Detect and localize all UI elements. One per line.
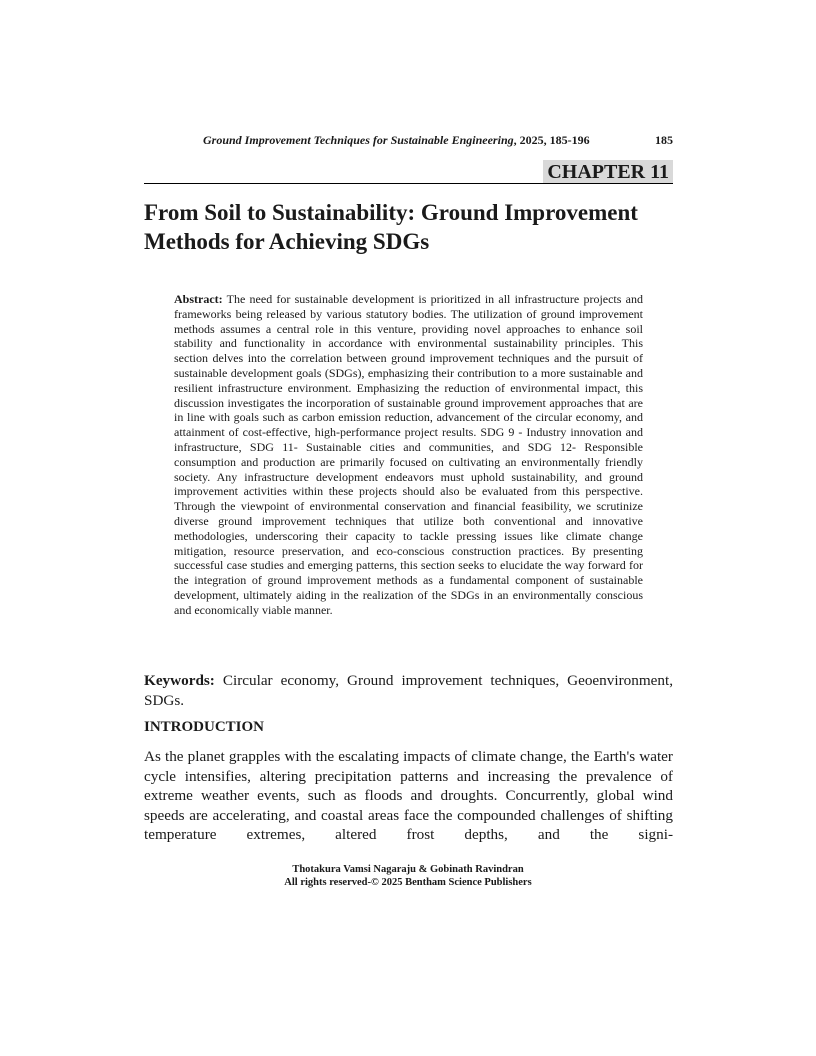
book-citation: , 2025, 185-196: [513, 133, 590, 147]
running-header: [203, 133, 673, 147]
keywords-text: Circular economy, Ground improvement techniques, Geoenvironment, SDGs.: [144, 672, 673, 709]
header-rule: [144, 183, 673, 184]
keywords-label: Keywords:: [144, 672, 215, 689]
abstract-text: The need for sustainable development is prioritized in all infrastructure projects and frameworks being released by various statutory bodies. The utilization of ground improvement methods assumes a central role in this venture, providing novel approaches to enhance soil stability and functionality in accordance with environmental sustainability principles. This section delves into the correlation between ground improvement techniques and the pursuit of sustainable development goals (SDGs), emphasizing their contribution to a more sustainable and resilient infrastructure environment. Emphasizing the reduction of environmental impact, this discussion investigates the incorporation of sustainable ground improvement approaches that are in line with goals such as carbon emission reduction, advancement of the circular economy, and attainment of cost-effective, high-performance project results. SDG 9 - Industry innovation and infrastructure, SDG 11- Sustainable cities and communities, and SDG 12- Responsible consumption and production are primarily focused on cultivating an environmentally friendly society. Any infrastructure development endeavors must uphold sustainability, and ground improvement activities within these projects should also be evaluated from this perspective. Through the viewpoint of environmental conservation and financial feasibility, we scrutinize diverse ground improvement techniques that utilize both conventional and innovative methodologies, underscoring their capacity to tackle pressing issues like climate change mitigation, resource preservation, and eco-conscious construction practices. By presenting successful case studies and emerging patterns, this section seeks to elucidate the way forward for the integration of ground improvement methods as a fundamental component of sustainable development, ultimately aiding in the realization of the SDGs in an environmentally conscious and economically viable manner.: [174, 292, 643, 617]
footer-authors: Thotakura Vamsi Nagaraju & Gobinath Ravindran: [292, 864, 524, 875]
footer-rights: All rights reserved-© 2025 Bentham Science Publishers: [284, 876, 532, 888]
book-title: Ground Improvement Techniques for Sustainable Engineering: [203, 133, 514, 147]
abstract: [174, 292, 643, 618]
page-number: 185: [655, 133, 673, 147]
chapter-label: CHAPTER 11: [543, 160, 673, 184]
chapter-title: From Soil to Sustainability: Ground Improvement Methods for Achieving SDGs: [144, 200, 638, 254]
introduction-heading: INTRODUCTION: [144, 719, 265, 735]
introduction-text: As the planet grapples with the escalating impacts of climate change, the Earth's water cycle intensifies, altering precipitation patterns and increasing the prevalence of extreme weather events, such as floods and droughts. Concurrently, global wind speeds are accelerating, and coastal areas face the compounded challenges of shifting temperature extremes, altered frost depths, and the signi-: [144, 748, 673, 844]
page-footer: [0, 864, 816, 889]
keywords: [144, 671, 673, 710]
abstract-label: Abstract:: [174, 292, 223, 306]
